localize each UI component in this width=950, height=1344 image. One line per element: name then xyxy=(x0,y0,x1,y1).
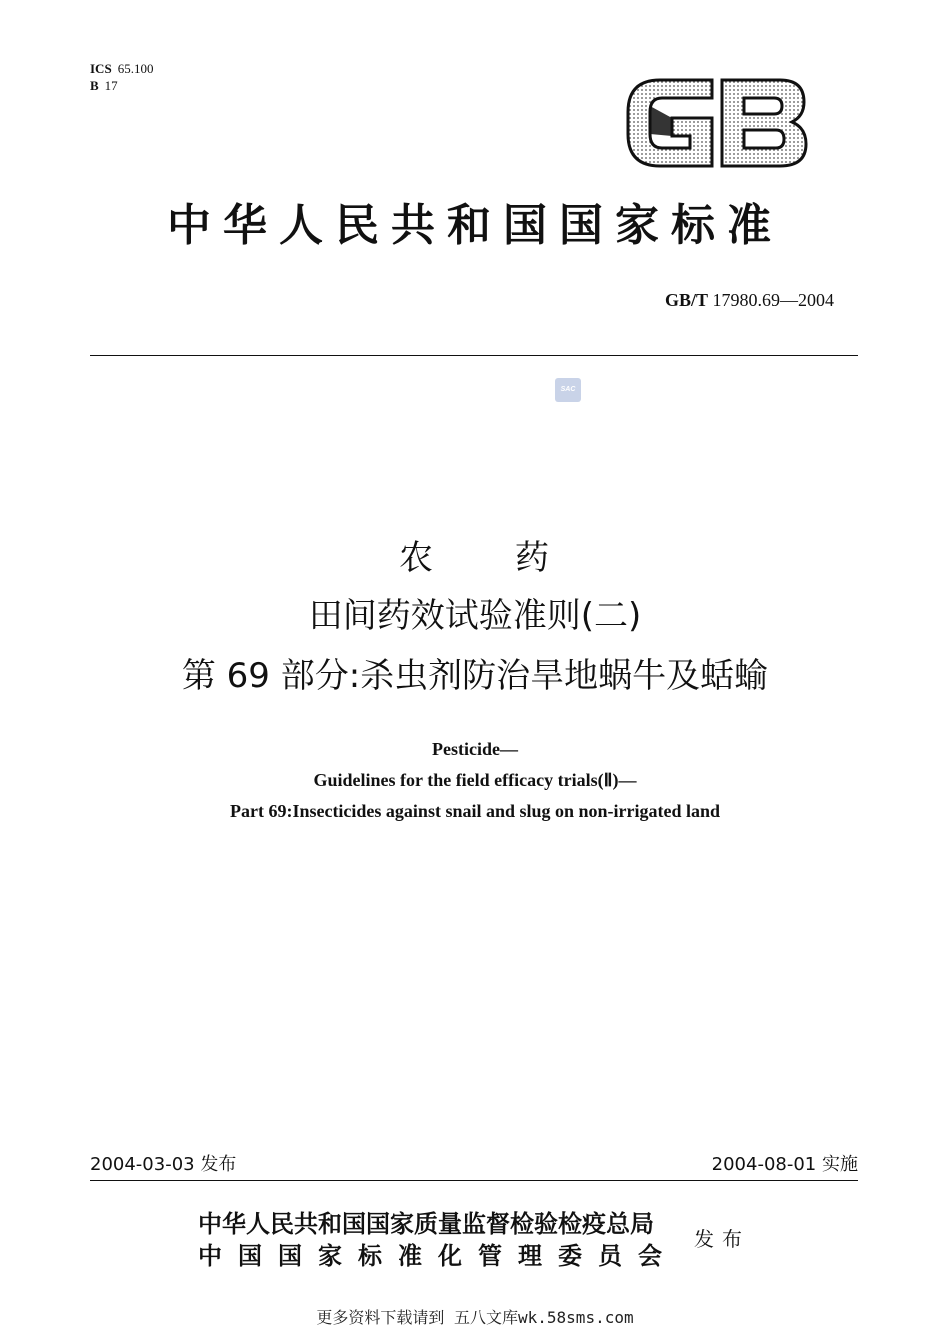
publish-label: 发布 xyxy=(694,1227,750,1251)
issue-date: 2004-03-03 发布 xyxy=(90,1154,237,1175)
title-cn-line1-a: 农 xyxy=(399,538,435,578)
bottom-divider xyxy=(90,1180,858,1181)
top-divider xyxy=(90,355,858,356)
title-cn-line2: 田间药效试验准则(二) xyxy=(308,596,642,636)
ccs-code xyxy=(90,77,153,94)
standard-code-number: 17980.69—2004 xyxy=(712,290,834,310)
gb-standard-logo xyxy=(620,72,810,172)
national-standard-title: 中华人民共和国国家标准 xyxy=(167,200,783,251)
sac-watermark: SAC xyxy=(555,378,581,402)
implementation-date: 2004-08-01 实施 xyxy=(711,1154,858,1175)
title-en-line2: Guidelines for the field efficacy trials(Ⅱ)— xyxy=(313,770,637,790)
title-cn-line3: 第 69 部分:杀虫剂防治旱地蜗牛及蛞蝓 xyxy=(181,656,769,696)
ics-label: ICS xyxy=(90,61,112,76)
title-en-line1: Pesticide— xyxy=(432,739,518,759)
standard-code-prefix: GB/T xyxy=(664,290,708,310)
title-en-line3: Part 69:Insecticides against snail and slug on non-irrigated land xyxy=(229,801,721,821)
ccs-value: 17 xyxy=(104,78,118,93)
classification-codes xyxy=(90,60,153,94)
ics-code xyxy=(90,60,153,77)
ics-value: 65.100 xyxy=(117,61,154,76)
title-cn-line1 xyxy=(0,534,950,582)
issuer-aqsiq: 中华人民共和国国家质量监督检验检疫总局 xyxy=(198,1209,654,1238)
standard-code xyxy=(665,288,834,312)
issuer-sac: 中国国家标准化管理委员会 xyxy=(198,1241,678,1270)
download-footer-link[interactable]: 更多资料下载请到 五八文库wk.58sms.com xyxy=(316,1308,634,1327)
title-cn-line1-b: 药 xyxy=(515,538,551,578)
ccs-label: B xyxy=(90,78,99,93)
